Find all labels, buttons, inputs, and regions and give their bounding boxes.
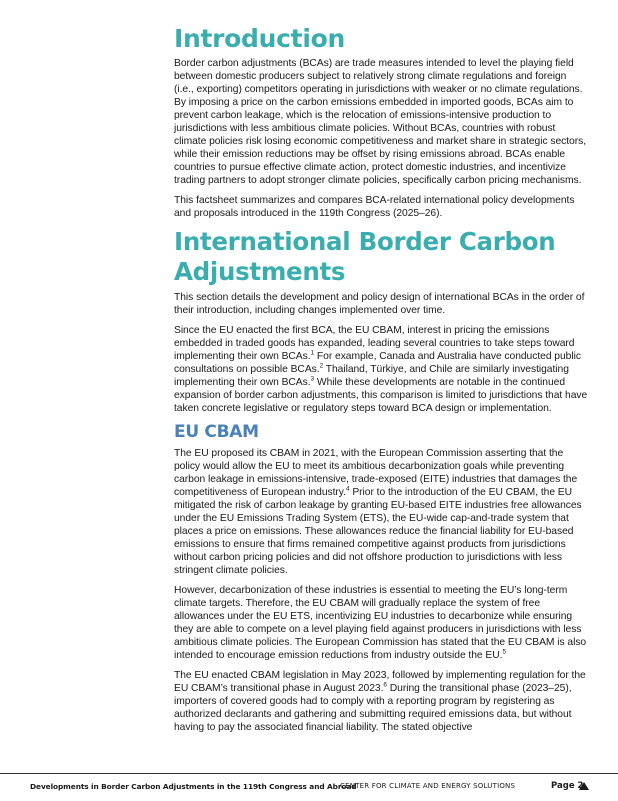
international-bca-paragraph-1: This section details the development and policy design of international BCAs in the order of their introduction, including changes implemented over time.	[174, 292, 585, 316]
footer-document-title: Developments in Border Carbon Adjustments in the 119th Congress and Abroad	[30, 782, 357, 791]
eu-cbam-paragraph-1	[174, 447, 588, 577]
triangle-up-icon[interactable]	[579, 782, 589, 790]
introduction-heading: Introduction	[174, 24, 345, 53]
eu-cbam-paragraph-3	[174, 669, 588, 734]
international-bca-paragraph-2	[174, 324, 588, 415]
footnote-ref-1[interactable]: 1	[310, 349, 315, 357]
introduction-paragraph-2: This factsheet summarizes and compares BCA-related international policy developments and proposals introduced in the 119th Congress (2025–26).	[174, 195, 575, 219]
text-segment: The EU enacted CBAM legislation in May 2023, followed by implementing regulation for the EU CBAM’s transitional phase in August 2023.	[174, 670, 586, 694]
footnote-ref-2[interactable]: 2	[319, 362, 324, 370]
footnote-ref-4[interactable]: 4	[345, 485, 350, 493]
text-segment: Since the EU enacted the first BCA, the EU CBAM, interest in pricing the emissions embedded in traded goods has expanded, leading several countries to take steps toward implementing their own BCAs.	[174, 325, 575, 362]
footer-page-number: Page 2	[551, 781, 584, 791]
page-content	[174, 24, 588, 741]
text-segment: Thailand, Türkiye, and Chile are similarly investigating implementing their own BCAs.	[174, 364, 569, 388]
introduction-paragraph-1: Border carbon adjustments (BCAs) are trade measures intended to level the playing field between domestic producers subject to relatively strong climate regulations and foreign (i.e., exporting) competitors operating in jurisdictions with weaker or no climate regulations. By imposing a price on the carbon emissions embedded in imported goods, BCAs aim to prevent carbon leakage, which is the relocation of emissions-intensive production to jurisdictions with less ambitious climate policies. Without BCAs, countries with robust climate policies risk losing economic competitiveness and market share in strategic sectors, while their emission reductions may be offset by rising emissions abroad. BCAs enable countries to pursue effective climate action, protect domestic industries, and incentivize trading partners to adopt stronger climate policies, specifically carbon pricing mechanisms.	[174, 58, 587, 186]
footnote-ref-3[interactable]: 3	[310, 375, 315, 383]
footnote-ref-5[interactable]: 5	[502, 648, 507, 656]
footer-organization: CENTER FOR CLIMATE AND ENERGY SOLUTIONS	[340, 782, 516, 790]
text-segment: The EU proposed its CBAM in 2021, with the European Commission asserting that the policy would allow the EU to meet its ambitious decarbonization goals while preventing carbon leakage in emissions-intensive, trade-exposed (EITE) industries that damages the competitiveness of European industry.	[174, 448, 578, 498]
text-segment: While these developments are notable in the continued expansion of border carbon adjustments, this comparison is limited to jurisdictions that have taken concrete legislative or regulatory steps toward BCA design or implementation.	[174, 377, 588, 414]
text-segment: For example, Canada and Australia have conducted public consultations on possible BCAs.	[174, 351, 581, 375]
page-footer	[0, 773, 618, 801]
eu-cbam-paragraph-2	[174, 584, 588, 662]
text-segment: During the transitional phase (2023–25), importers of covered goods had to comply with a reporting program by registering as authorized declarants and gathering and submitting required emissions data, but without having to pay the associated financial liability. The stated objective	[174, 683, 572, 733]
eu-cbam-heading: EU CBAM	[174, 422, 259, 442]
text-segment: However, decarbonization of these industries is essential to meeting the EU’s long-term climate targets. Therefore, the EU CBAM will gradually replace the system of free allowances under the EU ETS, incentivizing EU industries to decarbonize while ensuring they are able to compete on a level playing field against producers in jurisdictions with less ambitious climate policies. The European Commission has stated that the EU CBAM is also intended to encourage emission reductions from industry outside the EU.	[174, 585, 587, 661]
international-bca-heading: International Border Carbon Adjustments	[174, 227, 556, 286]
footnote-ref-6[interactable]: 6	[383, 681, 387, 689]
text-segment: Prior to the introduction of the EU CBAM, the EU mitigated the risk of carbon leakage by granting EU-based EITE industries free allowances under the EU Emissions Trading System (ETS), the EU-wide cap-and-trade system that places a price on emissions. These allowances reduce the financial liability for EU-based emissions to ensure that firms remained competitive against products from jurisdictions without carbon pricing policies and did not offshore production to jurisdictions with less stringent climate policies.	[174, 487, 582, 576]
